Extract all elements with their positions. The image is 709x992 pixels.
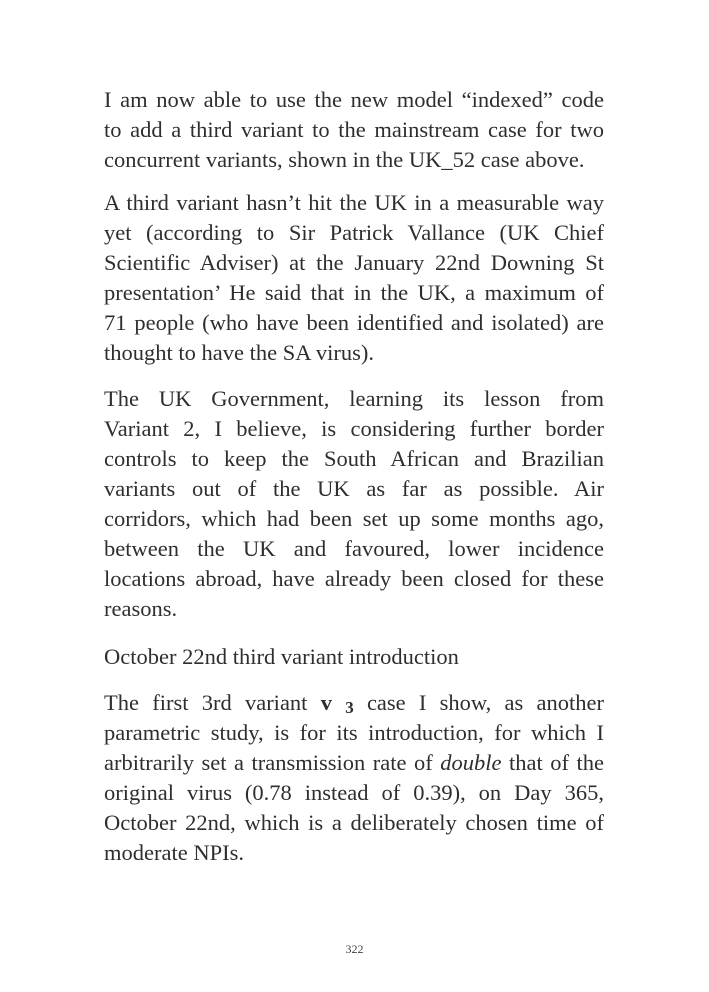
text-line: presentation’ He said that in the UK, a maximum of: [104, 280, 604, 305]
text-line: Scientific Adviser) at the January 22nd Downing St: [104, 250, 604, 275]
variant-subscript: 3: [345, 698, 354, 717]
text-line: controls to keep the South African and Brazilian: [104, 446, 604, 471]
text-line: between the UK and favoured, lower incidence: [104, 536, 604, 561]
variant-symbol: v: [320, 690, 332, 715]
text-span: case I show, as another: [366, 690, 605, 715]
text-line: October 22nd, which is a deliberately chosen time of: [104, 810, 604, 835]
paragraph-1: [104, 85, 604, 175]
text-line: original virus (0.78 instead of 0.39), on Day 365,: [104, 780, 604, 805]
text-line: reasons.: [104, 596, 178, 621]
text-line: corridors, which had been set up some months ago,: [104, 506, 604, 531]
text-span: The first 3rd variant: [104, 690, 308, 715]
page-number: 322: [345, 942, 364, 956]
text-line: thought to have the SA virus).: [104, 340, 374, 365]
section-heading: [104, 642, 604, 672]
text-line: locations abroad, have already been closed for these: [104, 566, 604, 591]
text-line: Variant 2, I believe, is considering further border: [104, 416, 604, 441]
text-line: to add a third variant to the mainstream case for two: [104, 117, 604, 142]
text-line: A third variant hasn’t hit the UK in a measurable way: [104, 190, 604, 215]
text-line: 71 people (who have been identified and isolated) are: [104, 310, 604, 335]
heading-text: October 22nd third variant introduction: [104, 644, 459, 669]
text-line: concurrent variants, shown in the UK_52 case above.: [104, 147, 585, 172]
paragraph-5: [104, 688, 604, 868]
text-line: [104, 748, 604, 778]
emphasis-text: double: [440, 750, 502, 775]
paragraph-3: [104, 384, 604, 624]
text-line: variants out of the UK as far as possible. Air: [104, 476, 604, 501]
text-line: parametric study, is for its introduction, for which I: [104, 720, 604, 745]
text-line: [104, 688, 604, 718]
text-line: moderate NPIs.: [104, 840, 244, 865]
paragraph-2: [104, 188, 604, 368]
text-span: arbitrarily set a transmission rate of: [104, 750, 433, 775]
text-line: yet (according to Sir Patrick Vallance (UK Chief: [104, 220, 604, 245]
text-span: that of the: [509, 750, 604, 775]
text-line: The UK Government, learning its lesson from: [104, 386, 604, 411]
text-line: I am now able to use the new model “indexed” code: [104, 87, 604, 112]
